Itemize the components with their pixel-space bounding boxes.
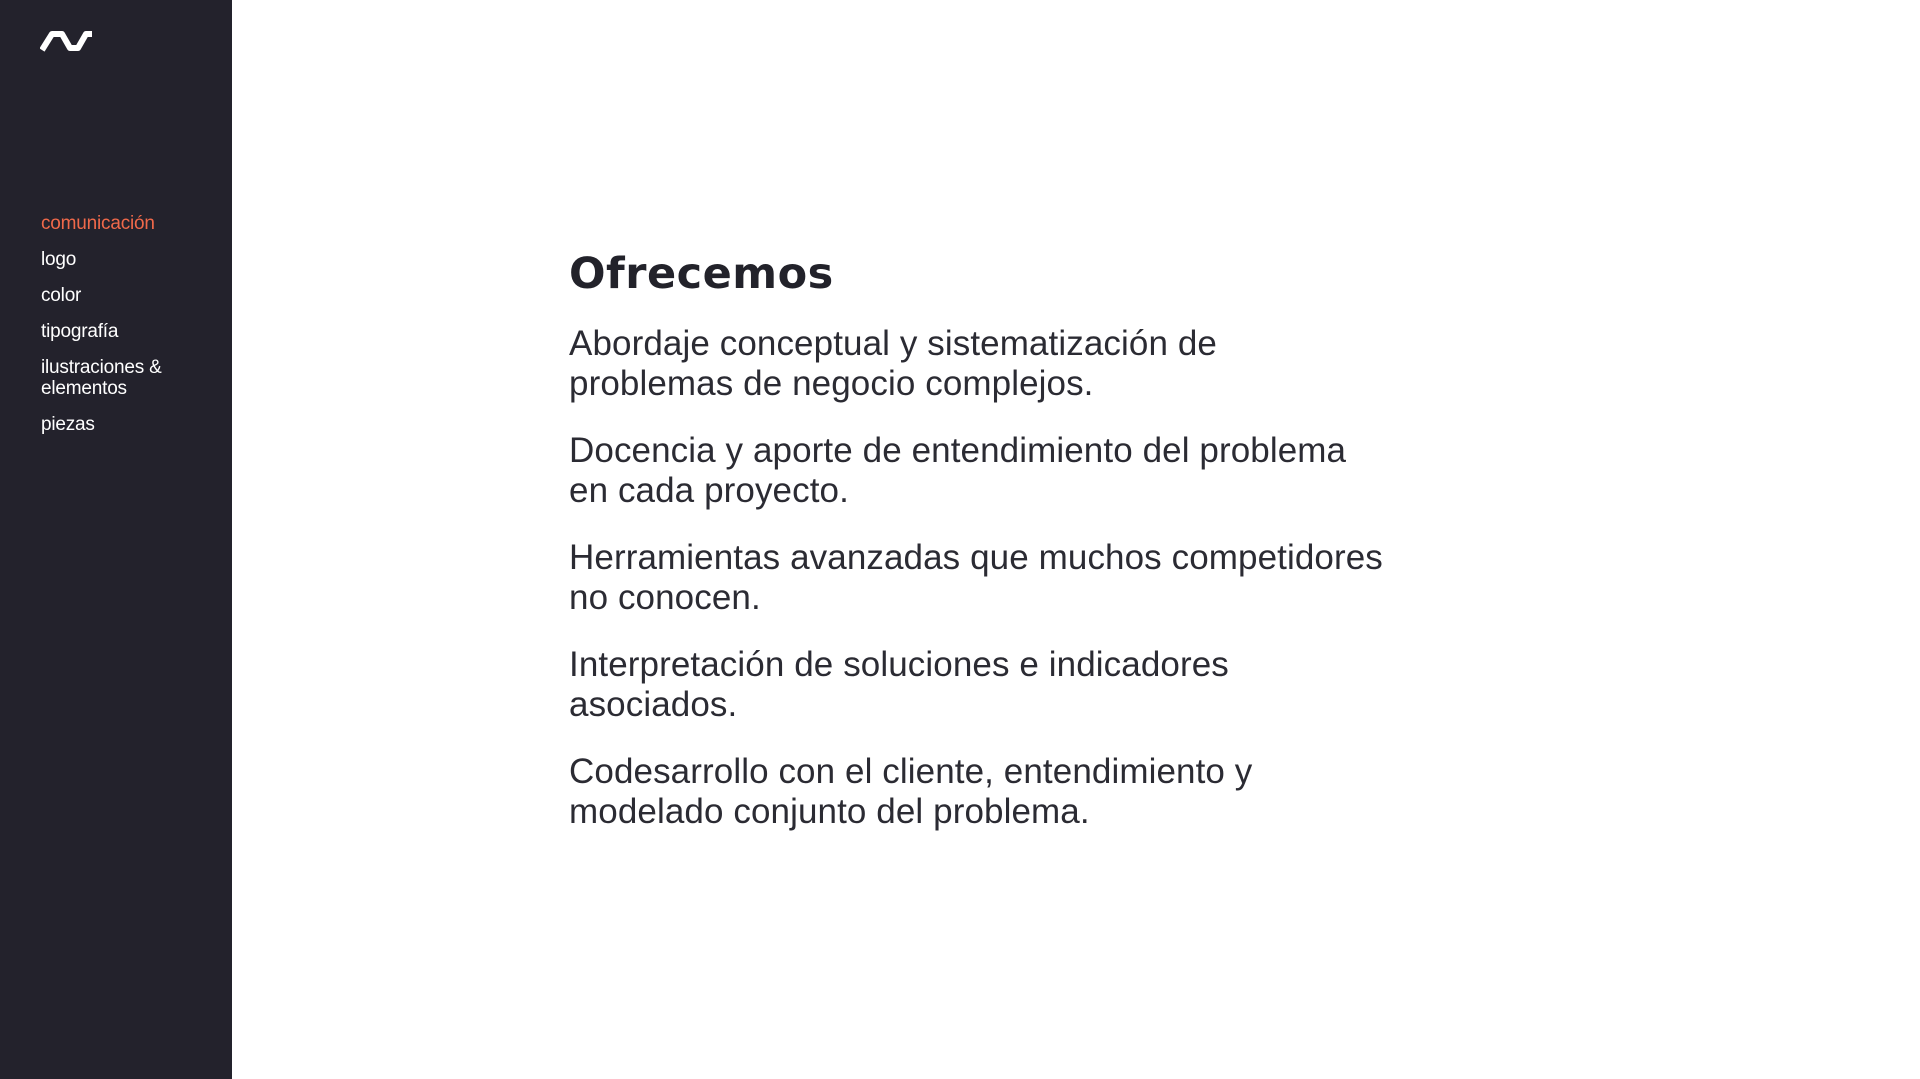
- sidebar-item-color[interactable]: color: [41, 285, 82, 306]
- offer-paragraph: Interpretación de soluciones e indicadores asociados.: [569, 645, 1229, 724]
- offer-section: [569, 248, 1389, 859]
- main-content: [232, 0, 1920, 1079]
- offer-paragraph: Herramientas avanzadas que muchos competidores no conocen.: [569, 538, 1383, 617]
- sidebar-nav: [41, 213, 221, 450]
- sidebar: [0, 0, 232, 1079]
- sidebar-item-ilustraciones-elementos[interactable]: ilustraciones & elementos: [41, 357, 162, 399]
- page-title: Ofrecemos: [569, 249, 834, 299]
- offer-paragraph: Docencia y aporte de entendimiento del problema en cada proyecto.: [569, 431, 1347, 510]
- sidebar-item-piezas[interactable]: piezas: [41, 414, 95, 435]
- offer-paragraph: Abordaje conceptual y sistematización de problemas de negocio complejos.: [569, 324, 1217, 403]
- sidebar-item-tipografia[interactable]: tipografía: [41, 321, 119, 342]
- offer-paragraph: Codesarrollo con el cliente, entendimiento y modelado conjunto del problema.: [569, 752, 1253, 831]
- wave-logo-icon[interactable]: [40, 30, 94, 52]
- sidebar-item-logo[interactable]: logo: [41, 249, 77, 270]
- sidebar-item-comunicacion[interactable]: comunicación: [41, 213, 155, 234]
